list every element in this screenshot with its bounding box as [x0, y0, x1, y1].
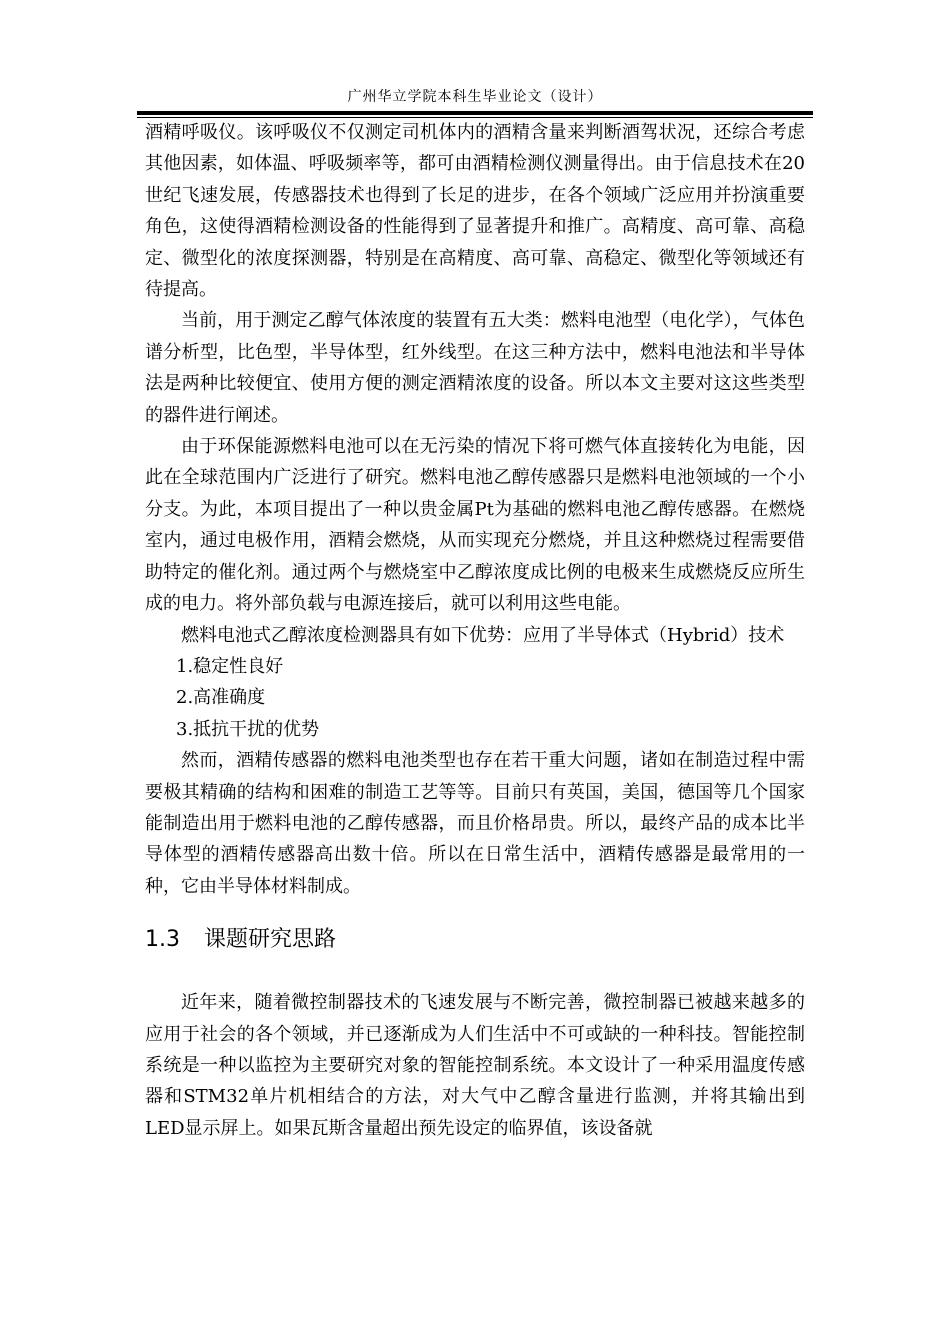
paragraph-research-approach: 近年来，随着微控制器技术的飞速发展与不断完善，微控制器已被越来越多的应用于社会的各个领域，并已逐渐成为人们生活中不可或缺的一种科技。智能控制系统是一种以监控为主要研究对象的智能控制系统。本文设计了一种采用温度传感器和STM32单片机相结合的方法，对大气中乙醇含量进行监测，并将其输出到LED显示屏上。如果瓦斯含量超出预先设定的临界值，该设备就	[145, 992, 805, 1139]
list-item: 3.抵抗干扰的优势	[176, 718, 320, 740]
section-title: 课题研究思路	[204, 927, 337, 953]
paragraph-fuel-cell: 由于环保能源燃料电池可以在无污染的情况下将可燃气体直接转化为电能，因此在全球范围内广泛进行了研究。燃料电池乙醇传感器只是燃料电池领域的一个小分支。为此，本项目提出了一种以贵金属Pt为基础的燃料电池乙醇传感器。在燃烧室内，通过电极作用，酒精会燃烧，从而实现充分燃烧，并且这种燃烧过程需要借助特定的催化剂。通过两个与燃烧室中乙醇浓度成比例的电极来生成燃烧反应所生成的电力。将外部负载与电源连接后，就可以利用这些电能。	[145, 436, 805, 615]
section-number: 1.3	[145, 927, 180, 953]
section-heading	[145, 925, 805, 955]
list-item: 1.稳定性良好	[176, 655, 284, 677]
header-rule-thick	[137, 111, 813, 115]
paragraph-advantages: 燃料电池式乙醇浓度检测器具有如下优势：应用了半导体式（Hybrid）技术	[181, 624, 785, 646]
running-header: 广州华立学院本科生毕业论文（设计）	[347, 89, 603, 105]
body-text	[145, 117, 805, 1144]
list-item: 2.高准确度	[176, 687, 266, 709]
paragraph-problems: 然而，酒精传感器的燃料电池类型也存在若干重大问题，诸如在制造过程中需要极其精确的结构和困难的制造工艺等等。目前只有英国，美国，德国等几个国家能制造出用于燃料电池的乙醇传感器，而且价格昂贵。所以，最终产品的成本比半导体型的酒精传感器高出数十倍。所以在日常生活中，酒精传感器是最常用的一种，它由半导体材料制成。	[145, 750, 805, 897]
paragraph-continued: 酒精呼吸仪。该呼吸仪不仅测定司机体内的酒精含量来判断酒驾状况，还综合考虑其他因素，如体温、呼吸频率等，都可由酒精检测仪测量得出。由于信息技术在20世纪飞速发展，传感器技术也得到了长足的进步，在各个领域广泛应用并扮演重要角色，这使得酒精检测设备的性能得到了显著提升和推广。高精度、高可靠、高稳定、微型化的浓度探测器，特别是在高精度、高可靠、高稳定、微型化等领域还有待提高。	[145, 122, 805, 301]
paragraph-detection-types: 当前，用于测定乙醇气体浓度的装置有五大类：燃料电池型（电化学），气体色谱分析型，比色型，半导体型，红外线型。在这三种方法中，燃料电池法和半导体法是两种比较便宜、使用方便的测定酒精浓度的设备。所以本文主要对这这些类型的器件进行阐述。	[145, 310, 805, 426]
